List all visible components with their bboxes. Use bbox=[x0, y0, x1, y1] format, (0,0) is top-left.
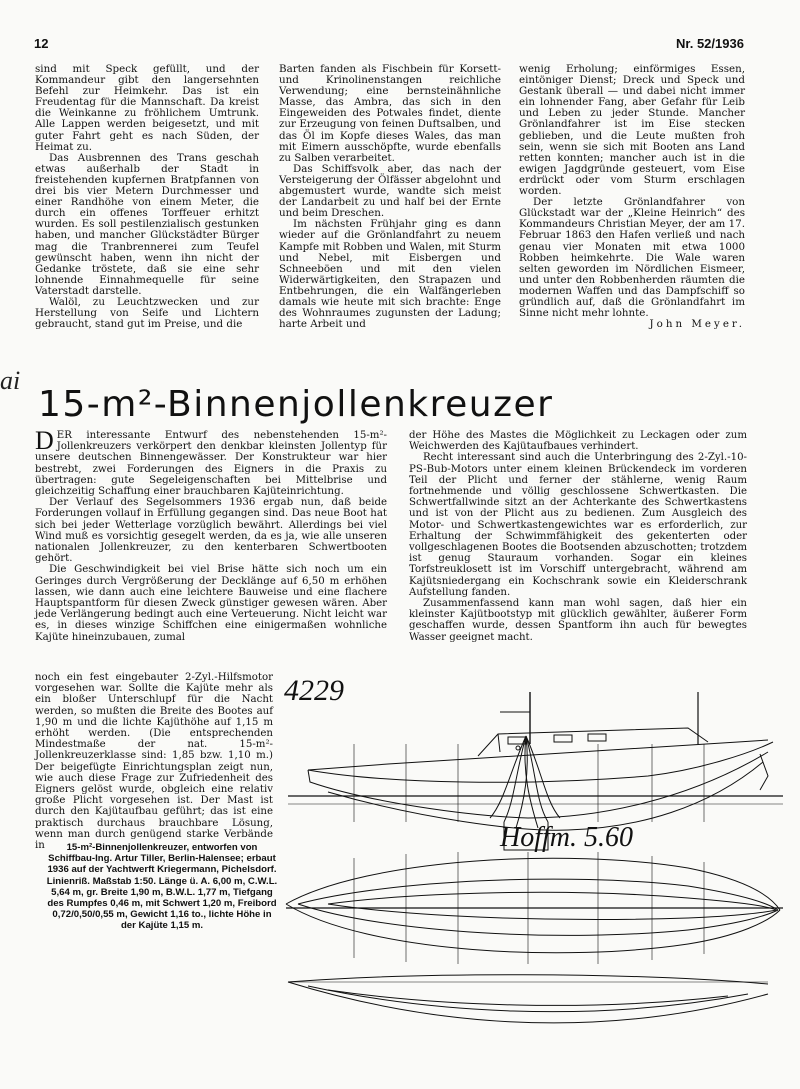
paragraph: Das Schiffsvolk aber, das nach der Versteigerung der Ölfässer abgelohnt und abgemustert wurde, wandte sich meist der Landarbeit zu und half bei der Ernte und beim Dreschen. bbox=[279, 162, 501, 220]
paragraph: Im nächsten Frühjahr ging es dann wieder auf die Grönlandfahrt zu neuem Kampfe mit Robben und Walen, mit Sturm und Nebel, mit Eisbergen und Schneeböen und mit den vielen Widerwärtigkeiten, den Strapazen und Entbehrungen, die ein Walfängerleben damals wie heute mit sich brachte: Enge des Wohnraumes zugunsten der Ladung; harte Arbeit und bbox=[279, 218, 501, 331]
column-3 bbox=[519, 64, 745, 330]
article-column-right bbox=[409, 430, 747, 643]
handwritten-number: 4229 bbox=[284, 674, 344, 707]
drop-cap: D bbox=[35, 426, 54, 455]
issue-number: Nr. 52/1936 bbox=[676, 36, 744, 51]
paragraph: sind mit Speck gefüllt, und der Kommandeur gibt den langersehnten Befehl zur Heimkehr. Das ist ein Freudentag für die Mannschaft. Da kreist die Weinkanne zu fröhlichem Umtrunk. Alle Lappen werden beigesetzt, und mit guter Fahrt geht es nach Süden, der Heimat zu. bbox=[35, 63, 259, 153]
lead-paragraph bbox=[35, 426, 387, 498]
article-column-left bbox=[35, 426, 387, 643]
author-signature: John Meyer. bbox=[649, 318, 745, 331]
paragraph: der Höhe des Mastes die Möglichkeit zu Leckagen oder zum Weichwerden des Kajütaufbaues verhindert. bbox=[409, 430, 747, 453]
paragraph: noch ein fest eingebauter 2-Zyl.-Hilfsmotor vorgesehen war. Sollte die Kajüte mehr als ein bloßer Unterschlupf für die Nacht werden, so mußten die Breite des Bootes auf 1,90 m und die lichte Kajüthöhe auf 1,15 m erhöht werden. (Die entsprechenden Mindestmaße der nat. 15-m²-Jollenkreuzerklasse sind: 1,85 bzw. 1,10 m.) Der beigefügte Einrichtungsplan zeigt nun, wie auch diese Frage zur Zufriedenheit des Eigners gelöst wurde, obgleich eine relativ große Plicht vorgesehen ist. Der Mast ist durch den Kajütaufbau geführt; das ist eine praktisch durchaus brauchbare Lösung, wenn man durch genügend starke Verbände in bbox=[35, 672, 273, 852]
paragraph: Recht interessant sind auch die Unterbringung des 2-Zyl.-10-PS-Bub-Motors unter einem kleinen Brückendeck im vorderen Teil der Plicht und ferner der stählerne, wenig Raum fortnehmende und völlig geschlossene Schwertkasten. Die Schwertfallwinde sitzt an der Achterkante des Schwertkastens und ist von der Plicht aus zu bedienen. Zum Ausgleich des Motor- und Schwertkastengewichtes war es erforderlich, zur Erhaltung der Schwimmfähigkeit des gekenterten oder vollgeschlagenen Bootes die Bootsenden abzuschotten; trotzdem ist genug Stauraum vorhanden. Sogar ein kleines Torfstreuklosett ist im Vorschiff untergebracht, während am Kajütsniedergang ein Kochschrank sowie ein Kleiderschrank Aufstellung fanden. bbox=[409, 452, 747, 598]
paragraph: Die Geschwindigkeit bei viel Brise hätte sich noch um ein Geringes durch Vergrößerung der Decklänge auf 6,50 m erhöhen lassen, wie dann auch eine leichtere Bauweise und eine flachere Hauptspantform für diesen Zweck günstiger gewesen wären. Aber jede Verlängerung bedingt auch eine Verteuerung. Nicht leicht war es, in dieses winzige Schiffchen eine einigermaßen wohnliche Kajüte hineinzubauen, zumal bbox=[35, 564, 387, 643]
paragraph: Der Verlauf des Segelsommers 1936 ergab nun, daß beide Forderungen vollauf in Erfüllung gegangen sind. Das neue Boot hat sich bei jeder Wetterlage vorzüglich bewährt. Allerdings bei viel Wind muß es vorsichtig gesegelt werden, da es ja, wie alle unseren nationalen Jollenkreuzer, zu den kenterbaren Schwertbooten gehört. bbox=[35, 497, 387, 565]
boat-lines-drawing bbox=[268, 672, 788, 1082]
column-2 bbox=[279, 64, 501, 330]
paragraph: Barten fanden als Fischbein für Korsett- und Krinolinenstangen reichliche Verwendung; eine bernsteinähnliche Masse, das Ambra, das sich in den Eingeweiden des Potwales findet, diente zur Erzeugung von feinen Duftsalben, und das Öl im Kopfe dieses Wales, das man mit Eimern ausschöpfte, wurde ebenfalls zu Salben verarbeitet. bbox=[279, 63, 501, 164]
paragraph: Walöl, zu Leuchtzwecken und zur Herstellung von Seife und Lichtern gebraucht, stand gut im Preise, und die bbox=[35, 295, 259, 331]
page-number: 12 bbox=[34, 36, 49, 51]
article-column-below bbox=[35, 672, 273, 851]
boat-lines-svg bbox=[268, 672, 788, 1082]
paragraph: wenig Erholung; einförmiges Essen, eintöniger Dienst; Dreck und Speck und Gestank überall — und dabei nicht immer ein lohnender Fang, aber Gefahr für Leib und Leben zu jeder Stunde. Mancher Grönlandfahrer ist im Eise stecken geblieben, und die Leute mußten froh sein, wenn sie sich mit Booten ans Land retten konnten; mancher auch ist in die ewigen Jagdgründe gesteuert, vom Eise erdrückt oder vom Sturm erschlagen worden. bbox=[519, 63, 745, 198]
article-headline: 15-m²-Binnenjollenkreuzer bbox=[38, 384, 554, 425]
paragraph: Das Ausbrennen des Trans geschah etwas außerhalb der Stadt in freistehenden kupfernen Bratpfannen von drei bis vier Metern Durchmesser und einer Randhöhe von einem Meter, die durch ein offenes Torffeuer erhitzt wurden. Es soll pestilenzialisch gestunken haben, und mancher Glückstädter Bürger mag die Tranbrennerei zum Teufel gewünscht haben, wenn ihn nicht der Gedanke tröstete, daß sie eine sehr lohnende Einnahmequelle für seine Vaterstadt darstelle. bbox=[35, 151, 259, 297]
handwritten-signature: Hoffm. 5.60 bbox=[500, 822, 633, 853]
column-1 bbox=[35, 64, 259, 330]
figure-caption: 15-m²-Binnenjollenkreuzer, entworfen von Schiffbau-Ing. Artur Tiller, Berlin-Halensee; erbaut 1936 auf der Yachtwerft Kriegermann, Pichelsdorf. Linienriß. Maßstab 1:50. Länge ü. A. 6,00 m, C.W.L. 5,64 m, gr. Breite 1,90 m, B.W.L. 1,77 m, Tiefgang des Rumpfes 0,46 m, mit Schwert 1,20 m, Freibord 0,72/0,50/0,55 m, Gewicht 1,16 to., lichte Höhe in der Kajüte 1,15 m. bbox=[46, 842, 278, 932]
paragraph: Zusammenfassend kann man wohl sagen, daß hier ein kleinster Kajütbootstyp mit glücklich gewählter, äußerer Form geschaffen wurde, dessen Spantform ihn auch für bewegtes Wasser geeignet macht. bbox=[409, 598, 747, 643]
margin-handwriting: ai bbox=[0, 366, 21, 395]
lead-text: ER interessante Entwurf des nebenstehenden 15-m²-Jollenkreuzers verkörpert den denkbar kleinsten Jollentyp für unsere deutschen Binnengewässer. Der Konstrukteur war hier bestrebt, zwei Forderungen des Eigners in die Praxis zu übertragen: gute Segeleigenschaften bei Mittelbrise und gleichzeitig Schaffung einer brauchbaren Kajüteinrichtung. bbox=[35, 430, 387, 498]
paragraph: Der letzte Grönlandfahrer von Glückstadt war der „Kleine Heinrich“ des Kommandeurs Christian Meyer, der am 17. Februar 1863 den Hafen verließ und nach genau vier Monaten mit etwa 1000 Robben heimkehrte. Die Wale waren selten geworden im Nördlichen Eismeer, und unter den Robbenherden räumten die modernen Waffen und das Dampfschiff so gründlich auf, daß die Grönlandfahrt im Sinne nicht mehr lohnte. bbox=[519, 196, 745, 320]
